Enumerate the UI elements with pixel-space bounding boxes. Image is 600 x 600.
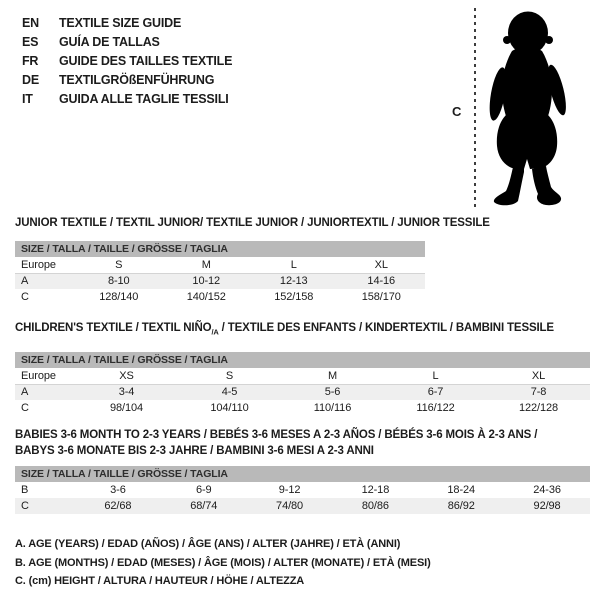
row-label: Europe <box>15 257 75 273</box>
table-cell: 14-16 <box>338 273 426 289</box>
language-row <box>22 32 232 51</box>
size-header-label: SIZE / TALLA / TAILLE / GRÖSSE / TAGLIA <box>15 241 425 257</box>
childrens-textile-title <box>15 322 554 336</box>
table-cell: 152/158 <box>274 291 314 303</box>
table-cell: 9-12 <box>278 484 301 496</box>
table-cell: 3-6 <box>110 484 126 496</box>
guide-title: TEXTILGRÖßENFÜHRUNG <box>59 72 215 87</box>
language-title-list <box>22 13 232 108</box>
row-label: C <box>21 402 29 414</box>
table-cell: 80/86 <box>332 498 418 514</box>
height-measure-label: C <box>452 104 462 119</box>
table-cell: XL <box>338 257 426 273</box>
language-code: FR <box>22 53 39 68</box>
table-cell: L <box>250 257 338 273</box>
table-cell: 12-13 <box>250 273 338 289</box>
language-code: IT <box>22 91 33 106</box>
table-cell: 122/128 <box>518 402 559 414</box>
table-row-age <box>15 273 425 289</box>
table-cell: S <box>75 257 163 273</box>
table-cell: M <box>163 257 251 273</box>
table-cell: 104/110 <box>210 402 249 414</box>
table-cell: 6-7 <box>384 384 487 400</box>
row-label: A <box>15 384 75 400</box>
table-cell: 110/116 <box>313 402 352 414</box>
table-cell: L <box>384 368 487 384</box>
language-row <box>22 70 232 89</box>
table-row-height <box>15 498 590 514</box>
row-label: Europe <box>15 368 75 384</box>
legend-line-a: A. AGE (YEARS) / EDAD (AÑOS) / ÂGE (ANS) / ALTER (JAHRE) / ETÀ (ANNI) <box>15 538 401 550</box>
row-label: C <box>21 291 29 303</box>
language-code: DE <box>22 72 39 87</box>
table-cell: 128/140 <box>99 291 139 303</box>
table-cell: 92/98 <box>504 498 590 514</box>
guide-title: GUÍA DE TALLAS <box>59 34 160 49</box>
table-row-sizes <box>15 368 590 384</box>
childrens-textile-table <box>15 352 590 416</box>
table-cell: 18-24 <box>447 484 476 496</box>
table-cell: 24-36 <box>533 484 561 496</box>
junior-textile-table <box>15 241 425 305</box>
guide-title: GUIDA ALLE TAGLIE TESSILI <box>59 91 229 106</box>
legend-line-b: B. AGE (MONTHS) / EDAD (MESES) / ÂGE (MOIS) / ALTER (MONATE) / ETÀ (MESI) <box>15 556 431 569</box>
table-row-age-months <box>15 482 590 498</box>
guide-title: TEXTILE SIZE GUIDE <box>59 15 182 30</box>
table-cell: 3-4 <box>75 384 178 400</box>
size-header-label: SIZE / TALLA / TAILLE / GRÖSSE / TAGLIA <box>15 352 590 368</box>
table-cell: XL <box>487 368 590 384</box>
size-header-bar <box>15 352 590 368</box>
table-cell: 5-6 <box>281 384 384 400</box>
language-code: ES <box>22 34 39 49</box>
junior-textile-title: JUNIOR TEXTILE / TEXTIL JUNIOR/ TEXTILE JUNIOR / JUNIORTEXTIL / JUNIOR TESSILE <box>15 217 490 229</box>
table-cell: 116/122 <box>416 402 455 414</box>
table-cell: 8-10 <box>75 273 163 289</box>
size-header-bar <box>15 466 590 482</box>
title-part: CHILDREN'S TEXTILE / TEXTIL NIÑO <box>15 322 212 334</box>
size-header-bar <box>15 241 425 257</box>
babies-textile-table <box>15 466 590 514</box>
title-part: / TEXTILE DES ENFANTS / KINDERTEXTIL / BAMBINI TESSILE <box>218 322 554 334</box>
table-cell: 68/74 <box>161 498 247 514</box>
table-cell: 158/170 <box>361 291 401 303</box>
table-row-height <box>15 400 590 416</box>
legend-line-c: C. (cm) HEIGHT / ALTURA / HAUTEUR / HÖHE / ALTEZZA <box>15 575 305 587</box>
table-cell: 98/104 <box>109 402 144 414</box>
baby-silhouette-image <box>484 7 570 208</box>
table-cell: XS <box>75 368 178 384</box>
table-row-age <box>15 384 590 400</box>
language-row <box>22 89 232 108</box>
row-label: A <box>15 273 75 289</box>
title-line-1: BABIES 3-6 MONTH TO 2-3 YEARS / BEBÉS 3-6 MESES A 2-3 AÑOS / BÉBÉS 3-6 MOIS À 2-3 ANS / <box>15 429 538 441</box>
table-row-height <box>15 289 425 305</box>
table-cell: 12-18 <box>361 484 390 496</box>
language-row <box>22 13 232 32</box>
table-cell: S <box>178 368 281 384</box>
title-line-2: BABYS 3-6 MONATE BIS 2-3 JAHRE / BAMBINI 3-6 MESI A 2-3 ANNI <box>15 445 374 457</box>
row-label: B <box>21 484 29 496</box>
size-header-label: SIZE / TALLA / TAILLE / GRÖSSE / TAGLIA <box>15 466 590 482</box>
height-dotted-line <box>474 8 476 207</box>
title-subscript: /A <box>211 327 219 337</box>
table-row-sizes <box>15 257 425 273</box>
table-cell: 4-5 <box>178 384 281 400</box>
table-cell: 86/92 <box>418 498 504 514</box>
language-code: EN <box>22 15 39 30</box>
table-cell: 6-9 <box>195 484 212 496</box>
table-cell: 74/80 <box>247 498 333 514</box>
language-row <box>22 51 232 70</box>
measurement-legend <box>15 535 431 591</box>
table-cell: 62/68 <box>75 498 161 514</box>
guide-title: GUIDE DES TAILLES TEXTILE <box>59 53 233 68</box>
table-cell: M <box>281 368 384 384</box>
row-label: C <box>15 498 75 514</box>
table-cell: 7-8 <box>487 384 590 400</box>
babies-textile-title <box>15 427 537 459</box>
table-cell: 10-12 <box>163 273 251 289</box>
table-cell: 140/152 <box>186 291 226 303</box>
